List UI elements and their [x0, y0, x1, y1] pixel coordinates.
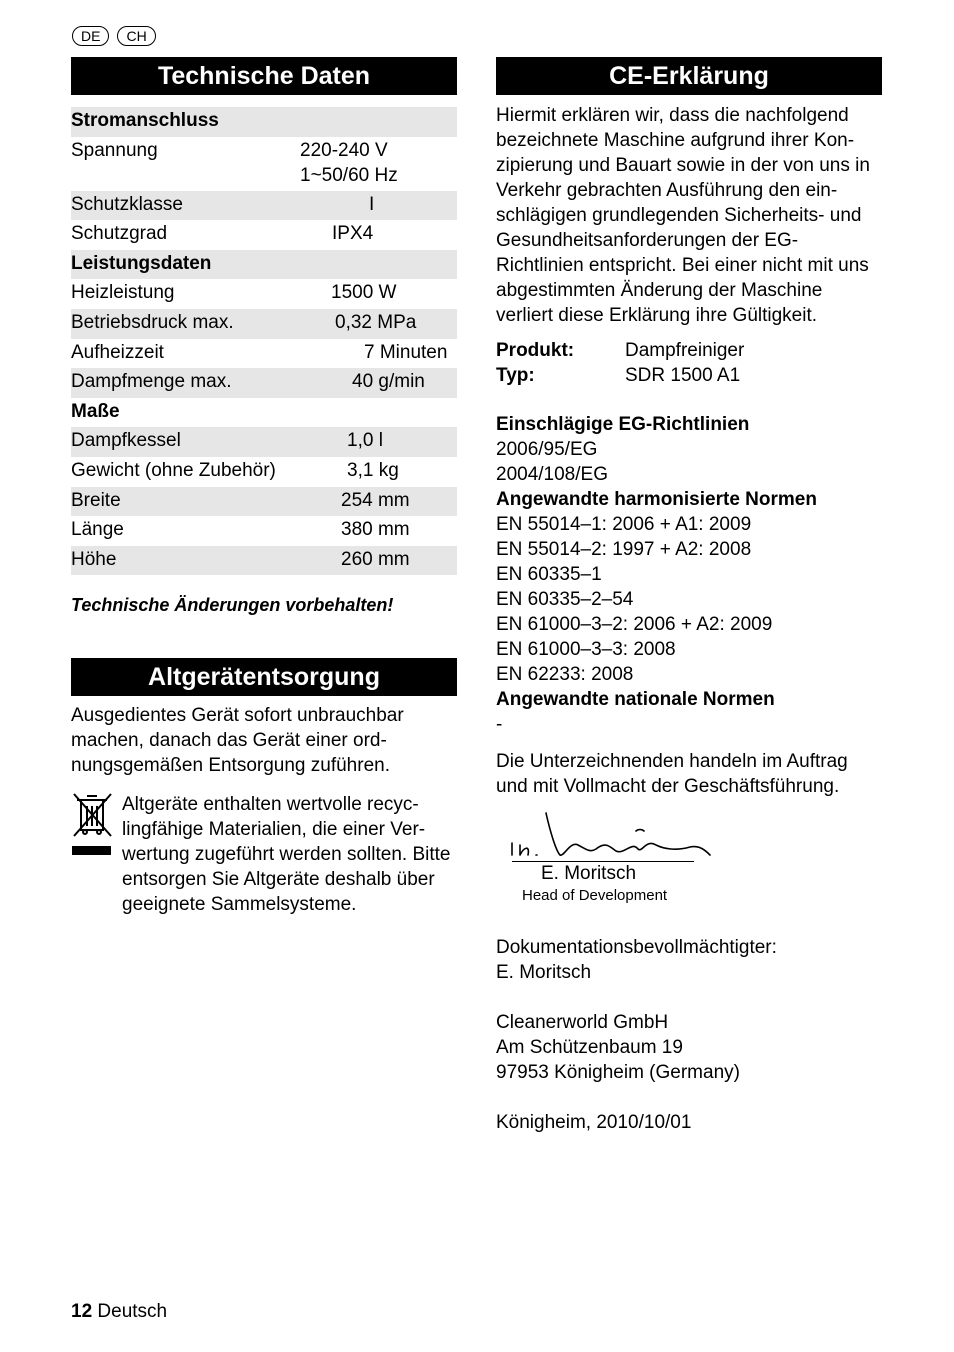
- spec-value: 220-240 V 1~50/60 Hz: [300, 139, 398, 186]
- spec-value: 380 mm: [341, 519, 410, 541]
- directive-item: 2006/95/EG: [496, 439, 598, 460]
- spec-key: Dampfkessel: [71, 430, 181, 452]
- left-column: [71, 57, 457, 917]
- page-footer: [71, 1301, 167, 1323]
- place-date: Königheim, 2010/10/01: [496, 1112, 692, 1133]
- spec-key: Schutzgrad: [71, 223, 168, 245]
- spec-row-voltage: [71, 137, 457, 191]
- footer-language: Deutsch: [97, 1301, 168, 1322]
- language-badges: [72, 26, 156, 46]
- spec-value: 7 Minuten: [364, 341, 448, 363]
- spec-key: Länge: [71, 519, 124, 541]
- company-line: Cleanerworld GmbH: [496, 1012, 669, 1033]
- disposal-recycle-block: [71, 792, 457, 917]
- spec-row-width: [71, 487, 457, 517]
- harmonized-item: EN 62233: 2008: [496, 664, 634, 685]
- spec-value: 3,1 kg: [347, 459, 399, 481]
- spec-key: Höhe: [71, 548, 117, 570]
- spec-row-length: [71, 516, 457, 546]
- disposal-recycle-text: Altgeräte enthalten wertvolle recyc-lingfähige Materialien, die einer Ver-wertung zugeführt werden sollten. Bitte entsorgen Sie Altgeräte deshalb über geeignete Sammelsysteme.: [122, 794, 451, 916]
- spec-row-pressure: [71, 309, 457, 339]
- spec-key: Aufheizzeit: [71, 341, 164, 363]
- spec-value: 40 g/min: [352, 371, 425, 393]
- spec-section-dimensions: [71, 398, 457, 428]
- national-heading: Angewandte nationale Normen: [496, 689, 775, 710]
- spec-row-protection-class: [71, 191, 457, 221]
- harmonized-item: EN 60335–1: [496, 564, 602, 585]
- signature-scribble: [506, 811, 726, 871]
- page-number: 12: [71, 1301, 93, 1322]
- technical-data-heading: Technische Daten: [71, 57, 457, 95]
- spec-section-power: [71, 107, 457, 137]
- spec-row-protection-degree: [71, 220, 457, 250]
- spec-key: Heizleistung: [71, 282, 175, 304]
- spec-key: Gewicht (ohne Zubehör): [71, 459, 276, 481]
- signatory-name: E. Moritsch: [541, 863, 637, 884]
- badge-de: DE: [72, 26, 109, 46]
- disposal-intro: Ausgedientes Gerät sofort unbrauchbar machen, danach das Gerät einer ord-nungsgemäßen Entsorgung zuführen.: [71, 705, 404, 777]
- spec-key: Betriebsdruck max.: [71, 311, 234, 333]
- spec-key: Leistungsdaten: [71, 252, 212, 274]
- badge-ch: CH: [117, 26, 155, 46]
- harmonized-item: EN 61000–3–2: 2006 + A2: 2009: [496, 614, 773, 635]
- spec-table: [71, 107, 457, 575]
- spec-key: Spannung: [71, 139, 158, 161]
- signatory-role: Head of Development: [522, 887, 668, 904]
- technical-note: Technische Änderungen vorbehalten!: [71, 595, 394, 616]
- type-row: [496, 363, 882, 388]
- spec-row-boiler: [71, 427, 457, 457]
- spec-row-weight: [71, 457, 457, 487]
- company-line: 97953 Königheim (Germany): [496, 1062, 740, 1083]
- ce-intro: Hiermit erklären wir, dass die nachfolgend bezeichnete Maschine aufgrund ihrer Kon-zipierung und Bauart sowie in der von uns in Verkehr gebrachten Ausführung den ein-schlägigen grundlegenden Sicherheits- und Gesundheitsanforderungen der EG-Richtlinien entspricht. Bei einer nicht mit uns abgestimmten Änderung der Maschine verliert diese Erklärung ihre Gültigkeit.: [496, 105, 870, 326]
- company-line: Am Schützenbaum 19: [496, 1037, 683, 1058]
- harmonized-heading: Angewandte harmonisierte Normen: [496, 489, 817, 510]
- doc-authorized-label: Dokumentationsbevollmächtigter:: [496, 937, 777, 958]
- ce-heading: CE-Erklärung: [496, 57, 882, 95]
- spec-section-performance: [71, 250, 457, 280]
- spec-row-heating-power: [71, 279, 457, 309]
- harmonized-item: EN 55014–2: 1997 + A2: 2008: [496, 539, 752, 560]
- company-address: [496, 1010, 882, 1085]
- type-value: SDR 1500 A1: [625, 365, 741, 386]
- harmonized-item: EN 61000–3–3: 2008: [496, 639, 676, 660]
- doc-authorized-name: E. Moritsch: [496, 962, 592, 983]
- harmonized-item: EN 55014–1: 2006 + A1: 2009: [496, 514, 752, 535]
- spec-key: Schutzklasse: [71, 193, 183, 215]
- product-label: Produkt:: [496, 340, 575, 361]
- product-block: [496, 338, 882, 388]
- spec-key: Breite: [71, 489, 121, 511]
- spec-key: Stromanschluss: [71, 110, 219, 131]
- type-label: Typ:: [496, 365, 535, 386]
- national-value: -: [496, 714, 503, 735]
- spec-value: I: [369, 193, 375, 215]
- signature-block: [496, 811, 882, 921]
- spec-key: Maße: [71, 400, 120, 422]
- spec-value: 1500 W: [331, 282, 397, 304]
- spec-value: 0,32 MPa: [335, 311, 417, 333]
- right-column: [496, 57, 882, 1135]
- spec-value: 260 mm: [341, 548, 410, 570]
- directive-item: 2004/108/EG: [496, 464, 608, 485]
- spec-key: Dampfmenge max.: [71, 371, 232, 393]
- directives-heading: Einschlägige EG-Richtlinien: [496, 414, 750, 435]
- spec-row-steam-amount: [71, 368, 457, 398]
- spec-row-heatup-time: [71, 339, 457, 369]
- spec-value: 254 mm: [341, 489, 410, 511]
- spec-value: 1,0 l: [347, 430, 383, 452]
- product-value: Dampfreiniger: [625, 340, 745, 361]
- signature-line: [512, 861, 694, 862]
- product-row: [496, 338, 882, 363]
- authority-text: Die Unterzeichnenden handeln im Auftrag und mit Vollmacht der Geschäftsführung.: [496, 751, 848, 797]
- harmonized-item: EN 60335–2–54: [496, 589, 634, 610]
- spec-value: IPX4: [332, 223, 374, 245]
- spec-row-height: [71, 546, 457, 576]
- disposal-heading: Altgerätentsorgung: [71, 658, 457, 696]
- weee-crossed-bin-icon: [71, 792, 122, 917]
